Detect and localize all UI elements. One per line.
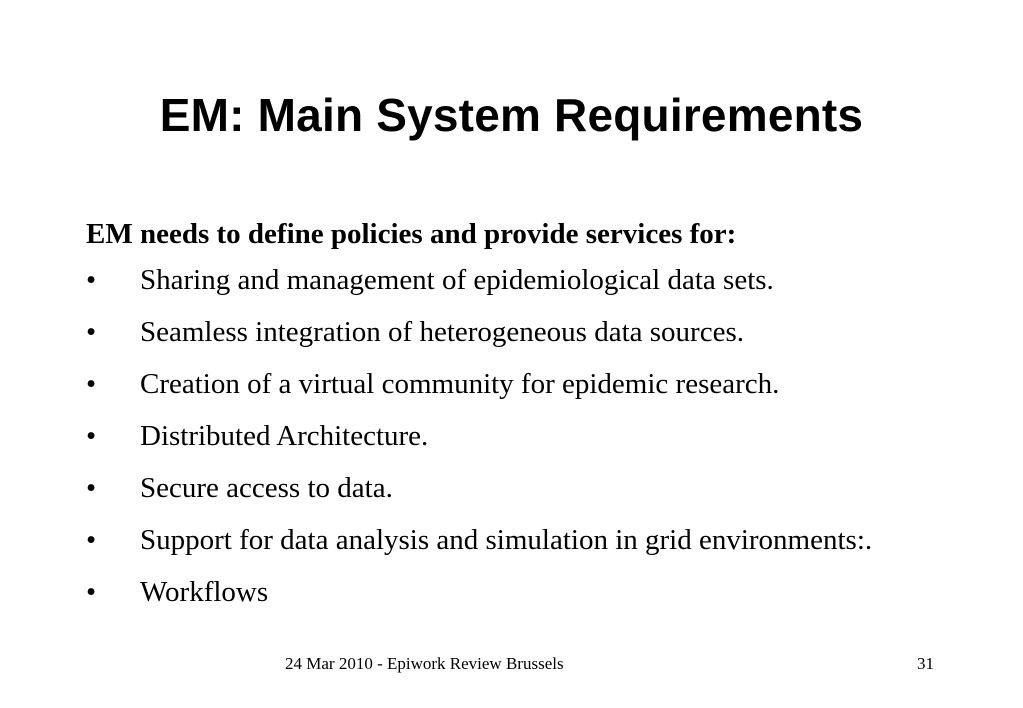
footer-text: 24 Mar 2010 - Epiwork Review Brussels (285, 654, 564, 673)
bullet-text: Distributed Architecture. (140, 420, 429, 452)
bullet-icon: • (86, 524, 97, 556)
bullet-icon: • (86, 576, 97, 608)
bullet-item (86, 418, 976, 454)
bullet-list (86, 262, 976, 610)
slide-body (86, 214, 976, 626)
bullet-icon: • (86, 264, 97, 296)
bullet-text: Secure access to data. (140, 472, 393, 504)
bullet-item (86, 522, 976, 558)
bullet-item (86, 262, 976, 298)
bullet-text: Workflows (140, 576, 269, 608)
slide-footer (0, 652, 1023, 676)
bullet-item (86, 314, 976, 350)
bullet-icon: • (86, 316, 97, 348)
bullet-item (86, 574, 976, 610)
bullet-text: Seamless integration of heterogeneous data sources. (140, 316, 744, 348)
bullet-icon: • (86, 472, 97, 504)
page-number: 31 (917, 654, 934, 673)
slide-title: EM: Main System Requirements (159, 89, 864, 141)
bullet-text: Support for data analysis and simulation in grid environments:. (140, 524, 873, 556)
bullet-text: Creation of a virtual community for epidemic research. (140, 368, 780, 400)
bullet-item (86, 470, 976, 506)
intro-text: EM needs to define policies and provide services for: (86, 218, 737, 250)
bullet-item (86, 366, 976, 402)
bullet-text: Sharing and management of epidemiological data sets. (140, 264, 774, 296)
bullet-icon: • (86, 420, 97, 452)
bullet-icon: • (86, 368, 97, 400)
